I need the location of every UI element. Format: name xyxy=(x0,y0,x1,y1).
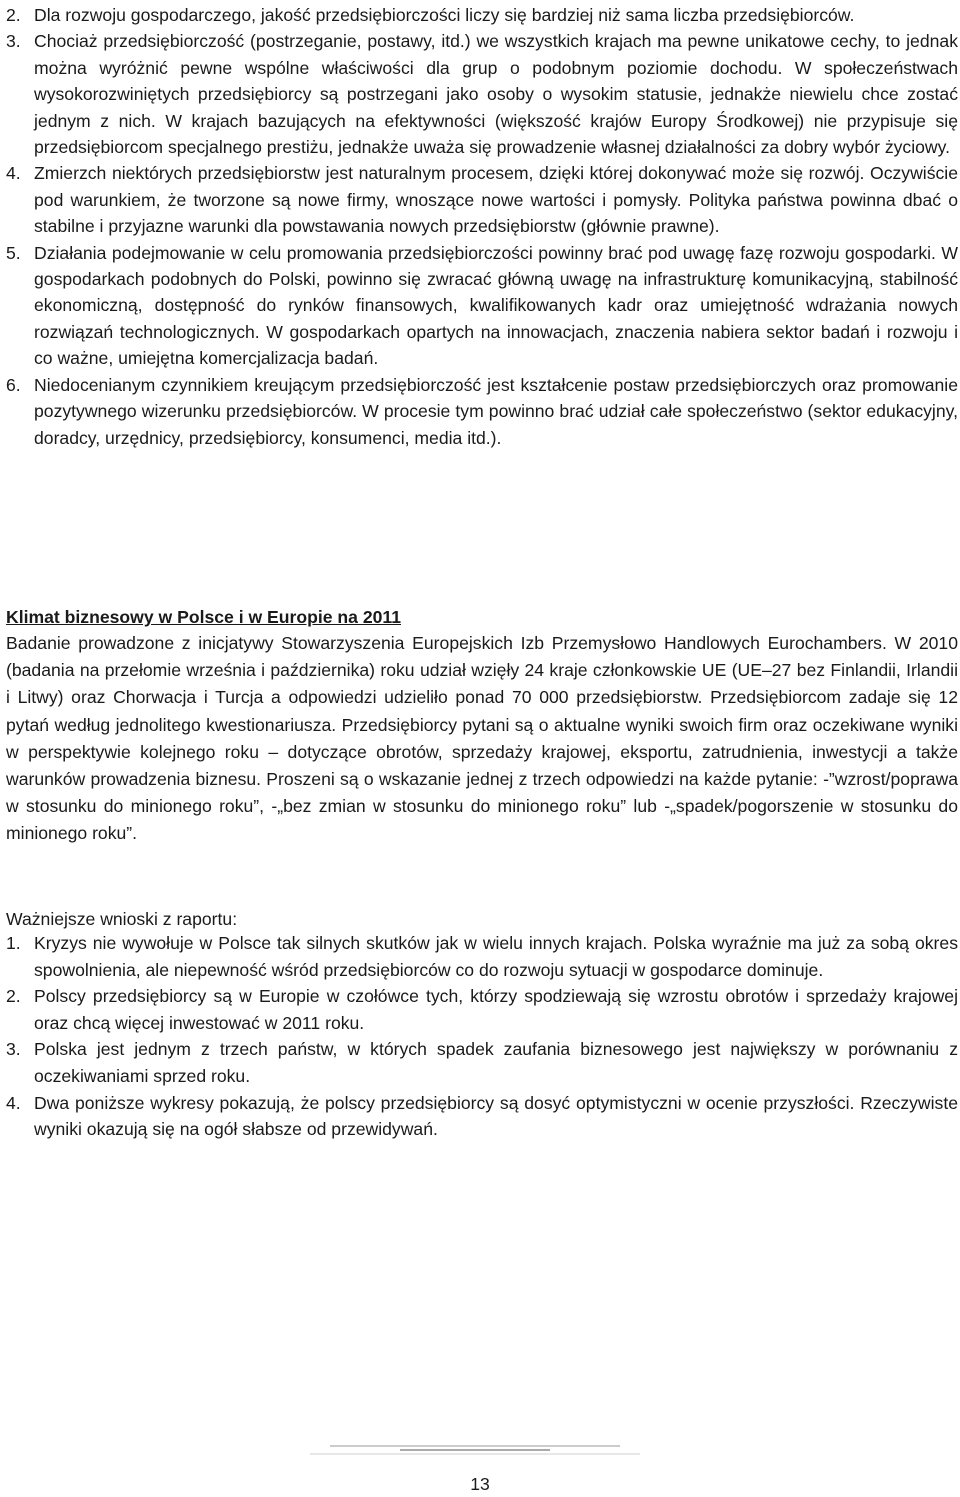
page-number: 13 xyxy=(470,1474,490,1494)
list-item xyxy=(6,2,958,28)
conclusions-heading: Ważniejsze wnioski z raportu: xyxy=(6,909,238,929)
list-item-text: Polscy przedsiębiorcy są w Europie w czołówce tych, którzy spodziewają się wzrostu obrotów i sprzedaży krajowej oraz chcą więcej inwestować w 2011 roku. xyxy=(34,986,958,1033)
list-item xyxy=(6,160,958,239)
list-item-text: Polska jest jednym z trzech państw, w których spadek zaufania biznesowego jest największy w porównaniu z oczekiwaniami sprzed roku. xyxy=(34,1039,958,1086)
list-item-number: 1. xyxy=(6,933,21,953)
list-item-number: 4. xyxy=(6,1092,21,1113)
conclusions-list xyxy=(6,930,958,1143)
list-item-number: 4. xyxy=(6,163,21,184)
top-numbered-list xyxy=(6,2,958,451)
list-item-text: Dla rozwoju gospodarczego, jakość przedsiębiorczości liczy się bardziej niż sama liczba przedsiębiorców. xyxy=(34,5,855,25)
list-item-number: 2. xyxy=(6,986,21,1007)
footer-divider xyxy=(310,1440,640,1460)
list-item-number: 6. xyxy=(6,374,21,395)
list-item-text: Kryzys nie wywołuje w Polsce tak silnych skutków jak w wielu innych krajach. Polska wyraźnie ma już za sobą okres spowolnienia, ale niepewność wśród przedsiębiorców co do rozwoju sytuacji w gospodarce dominuje. xyxy=(34,933,958,980)
list-item-text: Niedocenianym czynnikiem kreującym przedsiębiorczość jest kształcenie postaw przedsiębiorczych oraz promowanie pozytywnego wizerunku przedsiębiorców. W procesie tym powinno brać udział całe społeczeństwo (sektor edukacyjny, doradcy, urzędnicy, przedsiębiorcy, konsumenci, media itd.). xyxy=(34,374,958,448)
list-item-text: Chociaż przedsiębiorczość (postrzeganie, postawy, itd.) we wszystkich krajach ma pewne unikatowe cechy, to jednak można wyróżnić pewne wspólne właściwości dla grup o podobnym poziomie dochodu. W społeczeństwach wysokorozwiniętych przedsiębiorcy są postrzegani jako osoby o wysokim statusie, jednakże niewielu chce zostać jednym z nich. W krajach bazujących na efektywności (większość krajów Europy Środkowej) nie przypisuje się przedsiębiorcom specjalnego prestiżu, jednakże uważa się prowadzenie własnej działalności za dobry wybór życiowy. xyxy=(34,31,958,158)
list-item xyxy=(6,983,958,1036)
list-item xyxy=(6,372,958,451)
list-item-number: 3. xyxy=(6,31,21,52)
section-heading: Klimat biznesowy w Polsce i w Europie na 2011 xyxy=(6,607,402,627)
list-item-number: 5. xyxy=(6,242,21,263)
list-item xyxy=(6,28,958,160)
list-item-number: 3. xyxy=(6,1039,21,1060)
list-item-number: 2. xyxy=(6,5,21,25)
list-item-text: Dwa poniższe wykresy pokazują, że polscy przedsiębiorcy są dosyć optymistyczni w ocenie przyszłości. Rzeczywiste wyniki okazują się na ogół słabsze od przewidywań. xyxy=(34,1092,958,1140)
list-item-text: Zmierzch niektórych przedsiębiorstw jest naturalnym procesem, dzięki której dokonywać może się rozwój. Oczywiście pod warunkiem, że tworzone są nowe firmy, wnoszące nowe wartości i pomysły. Polityka państwa powinna dbać o stabilne i przyjazne warunki dla powstawania nowych przedsiębiorstw (głównie prawne). xyxy=(34,163,958,237)
list-item xyxy=(6,930,958,983)
list-item xyxy=(6,1036,958,1089)
section-paragraph: Badanie prowadzone z inicjatywy Stowarzyszenia Europejskich Izb Przemysłowo Handlowych Eurochambers. W 2010 (badania na przełomie września i października) roku udział wzięły 24 kraje członkowskie UE (UE–27 bez Finlandii, Irlandii i Litwy) oraz Chorwacja i Turcja a odpowiedzi udzieliło ponad 70 000 przedsiębiorstw. Przedsiębiorcom zadaje się 12 pytań według jednolitego kwestionariusza. Przedsiębiorcy pytani są o aktualne wyniki swoich firm oraz oczekiwane wyniki w perspektywie kolejnego roku – dotyczące obrotów, sprzedaży krajowej, eksportu, zatrudnienia, inwestycji a także warunków prowadzenia biznesu. Proszeni są o wskazanie jednej z trzech odpowiedzi na każde pytanie: -”wzrost/poprawa w stosunku do minionego roku”, -„bez zmian w stosunku do minionego roku” lub -„spadek/pogorszenie w stosunku do minionego roku”. xyxy=(6,633,958,844)
list-item xyxy=(6,240,958,372)
list-item-text: Działania podejmowanie w celu promowania przedsiębiorczości powinny brać pod uwagę fazę rozwoju gospodarki. W gospodarkach podobnych do Polski, powinno się zwracać główną uwagę na infrastrukturę komunikacyjną, stabilność ekonomiczną, dostępność do rynków finansowych, kwalifikowanych kadr oraz umiejętność wdrażania nowych rozwiązań technologicznych. W gospodarkach opartych na innowacjach, znaczenia nabiera sektor badań i rozwoju i co ważne, umiejętna komercjalizacja badań. xyxy=(34,242,958,369)
list-item xyxy=(6,1090,958,1143)
